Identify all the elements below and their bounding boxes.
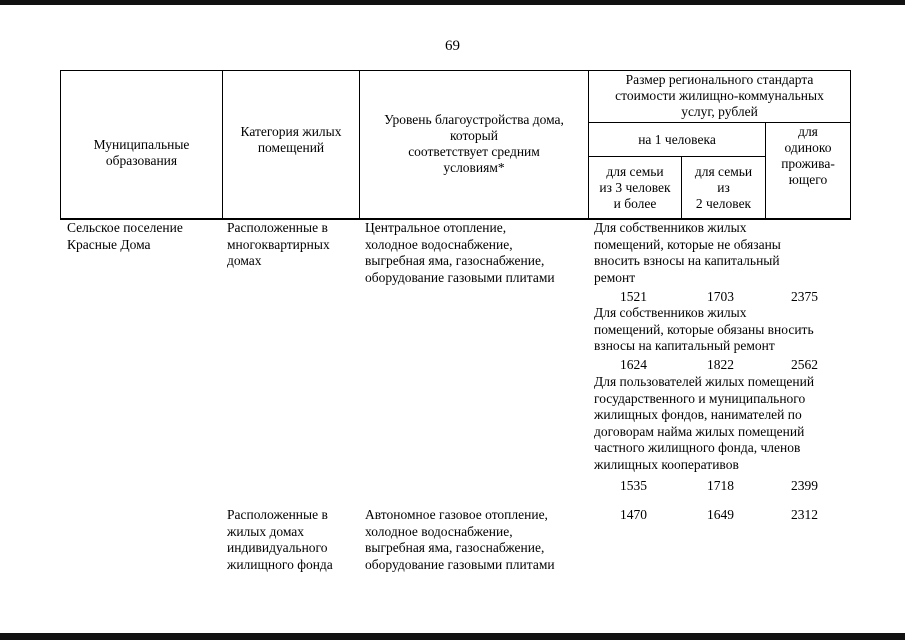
row1-group1-family2-value: 1703 [707, 289, 734, 304]
header-per-person: на 1 человека [638, 132, 716, 147]
row1-group2-single-value: 2562 [791, 357, 818, 372]
row1-group2-family3-value: 1624 [620, 357, 647, 372]
row1-group3-family3-value: 1535 [620, 478, 647, 493]
bottom-scan-border [0, 633, 905, 640]
row1-group3-label: Для пользователей жилых помещений государственного и муниципального жилищных фондов, нанимателей по договорам найма жилых помещений частного жилищного фонда, членов жилищных кооперативов [594, 374, 815, 472]
top-scan-border [0, 0, 905, 5]
row1-group3-single-value: 2399 [791, 478, 818, 493]
row2-family3-value: 1470 [620, 507, 647, 522]
row2-family2-value: 1649 [707, 507, 734, 522]
header-category: Категория жилых помещений [240, 124, 342, 155]
row1-group1-label: Для собственников жилых помещений, которые не обязаны вносить взносы на капитальный ремонт [594, 220, 781, 285]
row1-municipality: Сельское поселение Красные Дома [67, 220, 183, 252]
header-comfort-level: Уровень благоустройства дома, который соответствует средним условиям* [384, 112, 564, 175]
page-number: 69 [445, 38, 460, 54]
header-family-2: для семьи из 2 человек [694, 164, 753, 211]
row1-group1-single-value: 2375 [791, 289, 818, 304]
row2-category: Расположенные в жилых домах индивидуального жилищного фонда [227, 507, 333, 572]
row1-group3-family2-value: 1718 [707, 478, 734, 493]
row1-group2-family2-value: 1822 [707, 357, 734, 372]
row1-group2-label: Для собственников жилых помещений, которые обязаны вносить взносы на капитальный ремонт [594, 305, 814, 353]
header-municipality: Муниципальные образования [93, 137, 190, 168]
header-family-3: для семьи из 3 человек и более [599, 164, 671, 211]
row1-comfort-level: Центральное отопление, холодное водоснабжение, выгребная яма, газоснабжение, оборудование газовыми плитами [365, 220, 555, 285]
row2-single-value: 2312 [791, 507, 818, 522]
row1-group1-family3-value: 1521 [620, 289, 647, 304]
row2-comfort-level: Автономное газовое отопление, холодное водоснабжение, выгребная яма, газоснабжение, оборудование газовыми плитами [365, 507, 555, 572]
header-regional-standard: Размер регионального стандарта стоимости жилищно-коммунальных услуг, рублей [615, 72, 824, 119]
row1-category: Расположенные в многоквартирных домах [227, 220, 330, 268]
header-single-resident: для одиноко прожива- ющего [781, 124, 835, 187]
